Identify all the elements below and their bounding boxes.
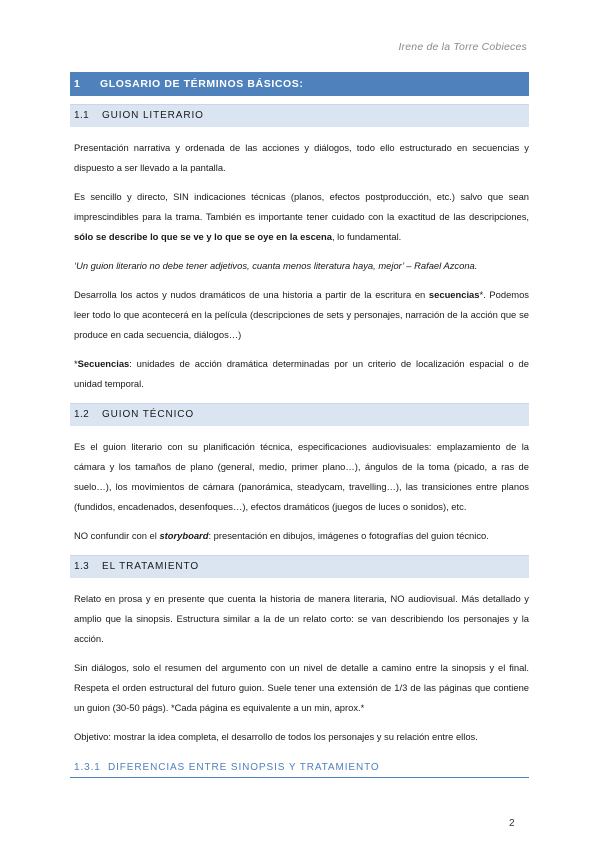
page-number: 2 — [509, 818, 515, 829]
heading-title: EL TRATAMIENTO — [102, 561, 200, 572]
bold-text: sólo se describe lo que se ve y lo que se oye en la escena — [74, 231, 332, 242]
heading-number: 1.3.1 — [74, 762, 101, 773]
paragraph — [70, 187, 529, 247]
bold-text: Secuencias — [77, 358, 130, 369]
paragraph: Es el guion literario con su planificación técnica, especificaciones audiovisuales: emplazamiento de la cámara y los tamaños de plano (general, medio, primer plano…), ángulos de la toma (picado, a ras de suelo…), los movimientos de cámara (panorámica, steadycam, travelling…), las transiciones entre planos (fundidos, encadenados, desenfoques…), efectos dramáticos (juegos de luces o sonidos), etc. — [74, 441, 529, 512]
heading-section-1-1 — [70, 104, 529, 127]
paragraph: Sin diálogos, solo el resumen del argumento con un nivel de detalle a camino entre la sinopsis y el final. Respeta el orden estructural del futuro guion. Suele tener una extensión de 1/3 de las páginas que contiene un guion (30-50 págs). *Cada página es equivalente a un min, aprox.* — [74, 662, 529, 713]
heading-number: 1.2 — [74, 409, 90, 420]
text-run: NO confundir con el — [74, 530, 160, 541]
running-header-author: Irene de la Torre Cobieces — [398, 41, 527, 53]
heading-number: 1.1 — [74, 110, 90, 121]
paragraph — [70, 526, 529, 546]
bold-italic-text: storyboard — [159, 530, 209, 541]
paragraph: Presentación narrativa y ordenada de las acciones y diálogos, todo ello estructurado en secuencias y dispuesto a ser llevado a la pantalla. — [74, 142, 529, 173]
paragraph — [70, 285, 529, 345]
text-run: : presentación en dibujos, imágenes o fotografías del guion técnico. — [208, 530, 489, 541]
heading-section-1 — [70, 72, 529, 96]
paragraph: Relato en prosa y en presente que cuenta la historia de manera literaria, NO audiovisual. Más detallado y amplio que la sinopsis. Estructura similar a la de un relato corto: se van describiendo los personajes y la acción. — [74, 593, 529, 644]
text-run: : unidades de acción dramática determinadas por un criterio de localización espacial o de unidad temporal. — [74, 358, 529, 389]
heading-section-1-2 — [70, 403, 529, 426]
text-run: *. Podemos leer todo lo que acontecerá en la película (descripciones de sets y personajes, narración de la acción que se produce en cada secuencia, diálogos…) — [74, 289, 529, 340]
heading-title: DIFERENCIAS ENTRE SINOPSIS Y TRATAMIENTO — [108, 762, 380, 773]
bold-text: secuencias — [428, 289, 480, 300]
heading-number: 1 — [74, 78, 81, 90]
heading-title: GLOSARIO DE TÉRMINOS BÁSICOS: — [100, 78, 304, 90]
heading-title: GUION LITERARIO — [102, 110, 204, 121]
text-run: * — [74, 358, 78, 369]
paragraph: Objetivo: mostrar la idea completa, el desarrollo de todos los personajes y su relación entre ellos. — [74, 731, 478, 742]
heading-section-1-3-1 — [70, 759, 529, 778]
heading-title: GUION TÉCNICO — [102, 409, 195, 420]
text-run: Desarrolla los actos y nudos dramáticos de una historia a partir de la escritura en — [74, 289, 429, 300]
text-run: Es sencillo y directo, SIN indicaciones técnicas (planos, efectos postproducción, etc.) salvo que sean imprescindibles para la trama. También es importante tener cuidado con la exactitud de las descripciones, — [74, 191, 529, 222]
quote-paragraph: ‘Un guion literario no debe tener adjetivos, cuanta menos literatura haya, mejor’ – Rafael Azcona. — [74, 260, 478, 271]
heading-section-1-3 — [70, 555, 529, 578]
page-content — [70, 72, 529, 778]
footnote-paragraph — [70, 354, 529, 394]
text-run: , lo fundamental. — [331, 231, 402, 242]
heading-number: 1.3 — [74, 561, 90, 572]
